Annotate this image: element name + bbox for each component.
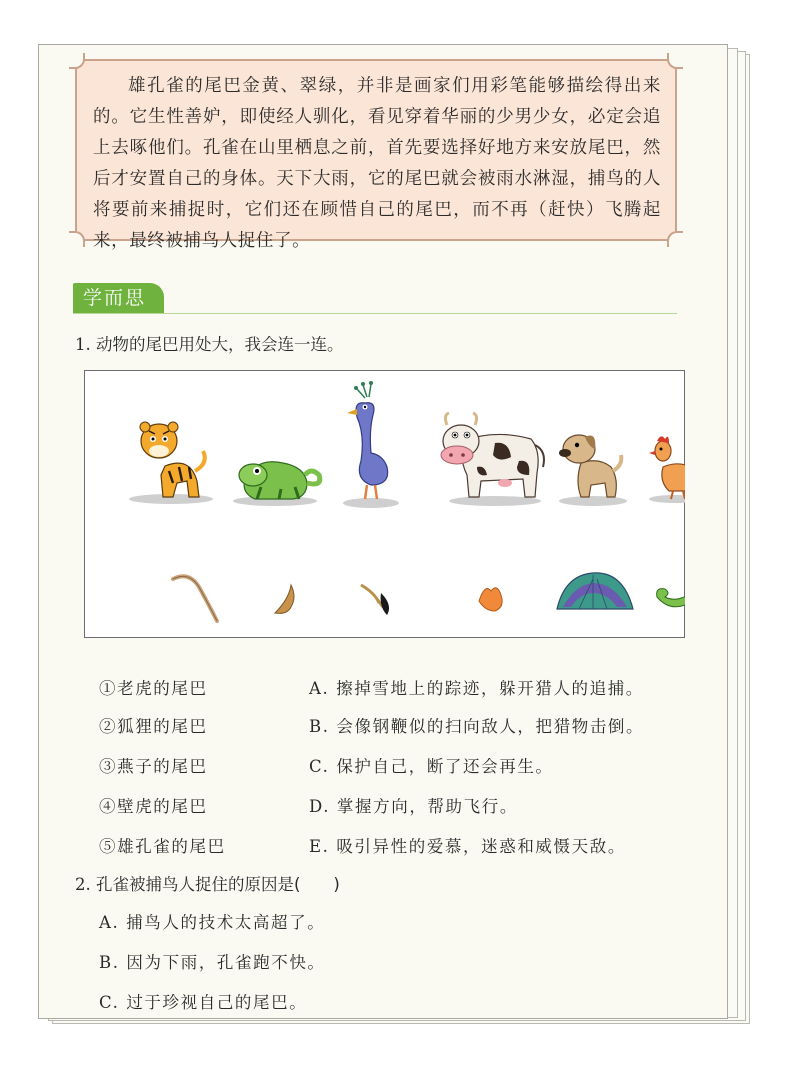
peacock-tail-icon [557,573,633,609]
question-text: 动物的尾巴用处大，我会连一连。 [96,335,344,354]
section-divider [73,313,677,314]
section-title: 学而思 [73,283,164,313]
function-option-c: C. 保护自己，断了还会再生。 [309,757,554,776]
passage-text: 雄孔雀的尾巴金黄、翠绿，并非是画家们用彩笔能够描绘得出来的。它生性善妒，即使经人驯化，看见穿着华丽的少男少女，必定会追上去啄他们。孔雀在山里栖息之前，首先要选择好地方来安放尾巴，然后才安置自己的身体。天下大雨，它的尾巴就会被雨水淋湿，捕鸟的人将要前来捕捉时，它们还在顾惜自己的尾巴，而不再（赶快）飞腾起来，最终被捕鸟人捉住了。 [93,76,661,251]
question-1 [75,331,344,355]
corner-ornament [69,53,85,69]
answer-option-b: B. 因为下雨，孔雀跑不快。 [99,953,326,972]
function-option-a: A. 擦掉雪地上的踪迹，躲开猎人的追捕。 [309,679,644,698]
workbook-page [38,44,728,1019]
corner-ornament [667,53,683,69]
swallow-tail-icon [361,585,389,615]
function-option-d: D. 掌握方向，帮助飞行。 [309,797,518,816]
answer-option-c: C. 过于珍视自己的尾巴。 [99,993,308,1012]
question-text: 孔雀被捕鸟人捉住的原因是( ) [96,875,340,894]
question-number: 1. [75,335,91,354]
chameleon-tail-icon [657,589,685,607]
tail-item-2: ②狐狸的尾巴 [99,717,208,736]
tiger-tail-icon [173,576,217,621]
tiger-icon [129,422,213,504]
rooster-icon [649,436,685,503]
corner-ornament [69,231,85,247]
function-option-b: B. 会像钢鞭似的扫向敌人，把猎物击倒。 [309,717,645,736]
answer-option-a: A. 捕鸟人的技术太高超了。 [99,913,326,932]
illustration-canvas [85,371,685,637]
corner-ornament [667,231,683,247]
fox-tail-icon [275,585,294,613]
tail-item-4: ④壁虎的尾巴 [99,797,208,816]
function-option-e: E. 吸引异性的爱慕，迷惑和威慑天敌。 [309,837,626,856]
tail-item-5: ⑤雄孔雀的尾巴 [99,837,226,856]
dog-icon [559,435,627,506]
question-number: 2. [75,875,91,894]
tail-item-1: ①老虎的尾巴 [99,679,208,698]
tail-item-3: ③燕子的尾巴 [99,757,208,776]
peacock-icon [343,381,399,508]
cow-icon [441,413,544,506]
matching-illustration [84,370,685,638]
gecko-tail-icon [479,588,502,611]
passage-box [75,59,677,251]
chameleon-icon [233,462,320,506]
question-2 [75,871,340,895]
